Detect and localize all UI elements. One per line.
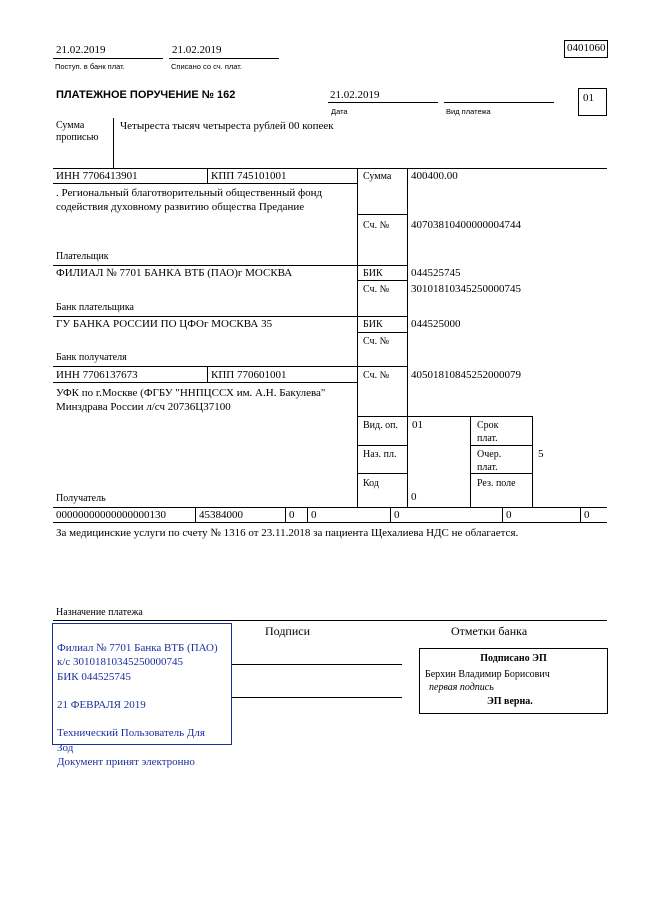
tax-field-1: 00000000000000000130 (56, 509, 166, 521)
sum-label: Сумма (363, 171, 392, 182)
document-title: ПЛАТЕЖНОЕ ПОРУЧЕНИЕ № 162 (56, 89, 236, 101)
signer-name: Берхин Владимир Борисович (425, 669, 550, 680)
amount-words-value: Четыреста тысяч четыреста рублей 00 копеек (120, 120, 334, 132)
payer-bik: 044525745 (411, 267, 461, 279)
payer-kpp: КПП 745101001 (211, 170, 287, 182)
payer-name: . Региональный благотворительный общественный фонд содействия духовному развитию общества Предание (56, 187, 323, 213)
date-debited-label: Списано со сч. плат. (171, 62, 242, 71)
tax-field-4: 0 (311, 509, 317, 521)
signer-role: первая подпись (429, 682, 494, 693)
purpose-code-label: Наз. пл. (363, 449, 397, 460)
form-code: 0401060 (567, 42, 606, 54)
sum-value: 400400.00 (411, 170, 458, 182)
op-type: 01 (412, 419, 423, 431)
tax-field-3: 0 (289, 509, 295, 521)
stamp-line-3: БИК 044525745 (57, 670, 131, 683)
bank-stamp-text (57, 627, 218, 769)
payee-name: УФК по г.Москве (ФГБУ "ННПЦССХ им. А.Н. Бакулева" Минздрава России л/сч 20736Ц37100 (56, 387, 326, 413)
bank-marks-label: Отметки банка (451, 624, 528, 638)
amount-words-label: Сумма прописью (56, 120, 99, 143)
payee-account: 40501810845252000079 (411, 369, 521, 381)
payer-account-label: Сч. № (363, 220, 390, 231)
stamp-line-5: 21 ФЕВРАЛЯ 2019 (57, 699, 146, 712)
payment-purpose: За медицинские услуги по счету № 1316 от 23.11.2018 за пациента Щехалиева НДС не облагается. (56, 527, 519, 539)
payer-label: Плательщик (56, 251, 109, 262)
payer-inn: ИНН 7706413901 (56, 170, 138, 182)
reserve-label: Рез. поле (477, 478, 516, 489)
payee-bank-label: Банк получателя (56, 352, 127, 363)
stamp-line-9: Документ принят электронно (57, 755, 195, 768)
payment-type-label: Вид платежа (446, 107, 491, 116)
stamp-line-1: Филиал № 7701 Банка ВТБ (ПАО) (57, 642, 218, 655)
tax-field-6: 0 (506, 509, 512, 521)
order-value: 5 (538, 448, 544, 460)
code-value: 0 (411, 491, 417, 503)
document-date: 21.02.2019 (330, 89, 380, 101)
signatures-label: Подписи (265, 624, 311, 638)
payer-corr-account: 30101810345250000745 (411, 283, 521, 295)
e-signature-title: Подписано ЭП (480, 653, 547, 664)
payee-account-label: Сч. № (363, 370, 390, 381)
payment-purpose-label: Назначение платежа (56, 607, 143, 618)
date-debited: 21.02.2019 (172, 44, 222, 56)
code-label: Код (363, 478, 379, 489)
payer-bik-label: БИК (363, 268, 383, 279)
payee-label: Получатель (56, 493, 106, 504)
date-received-label: Поступ. в банк плат. (55, 62, 125, 71)
payer-account: 40703810400000004744 (411, 219, 521, 231)
document-date-label: Дата (331, 107, 348, 116)
payee-bik: 044525000 (411, 318, 461, 330)
tax-field-7: 0 (584, 509, 590, 521)
op-type-label: Вид. оп. (363, 420, 398, 431)
status-code: 01 (583, 92, 594, 104)
date-received: 21.02.2019 (56, 44, 106, 56)
e-signature-verified: ЭП верна. (487, 696, 533, 707)
payee-bank-name: ГУ БАНКА РОССИИ ПО ЦФОг МОСКВА 35 (56, 318, 273, 330)
payee-kpp: КПП 770601001 (211, 369, 287, 381)
order-label: Очер. плат. (477, 449, 502, 473)
payer-bank-label: Банк плательщика (56, 302, 134, 313)
payee-corr-account-label: Сч. № (363, 336, 390, 347)
payee-bik-label: БИК (363, 319, 383, 330)
tax-field-2: 45384000 (199, 509, 243, 521)
deadline-label: Срок плат. (477, 420, 499, 444)
stamp-line-7: Технический Пользователь Для (57, 727, 205, 740)
payee-inn: ИНН 7706137673 (56, 369, 138, 381)
payer-corr-account-label: Сч. № (363, 284, 390, 295)
payer-bank-name: ФИЛИАЛ № 7701 БАНКА ВТБ (ПАО)г МОСКВА (56, 267, 293, 279)
tax-field-5: 0 (394, 509, 400, 521)
stamp-line-2: к/с 30101810345250000745 (57, 656, 184, 669)
stamp-line-8: Зод (57, 741, 74, 754)
